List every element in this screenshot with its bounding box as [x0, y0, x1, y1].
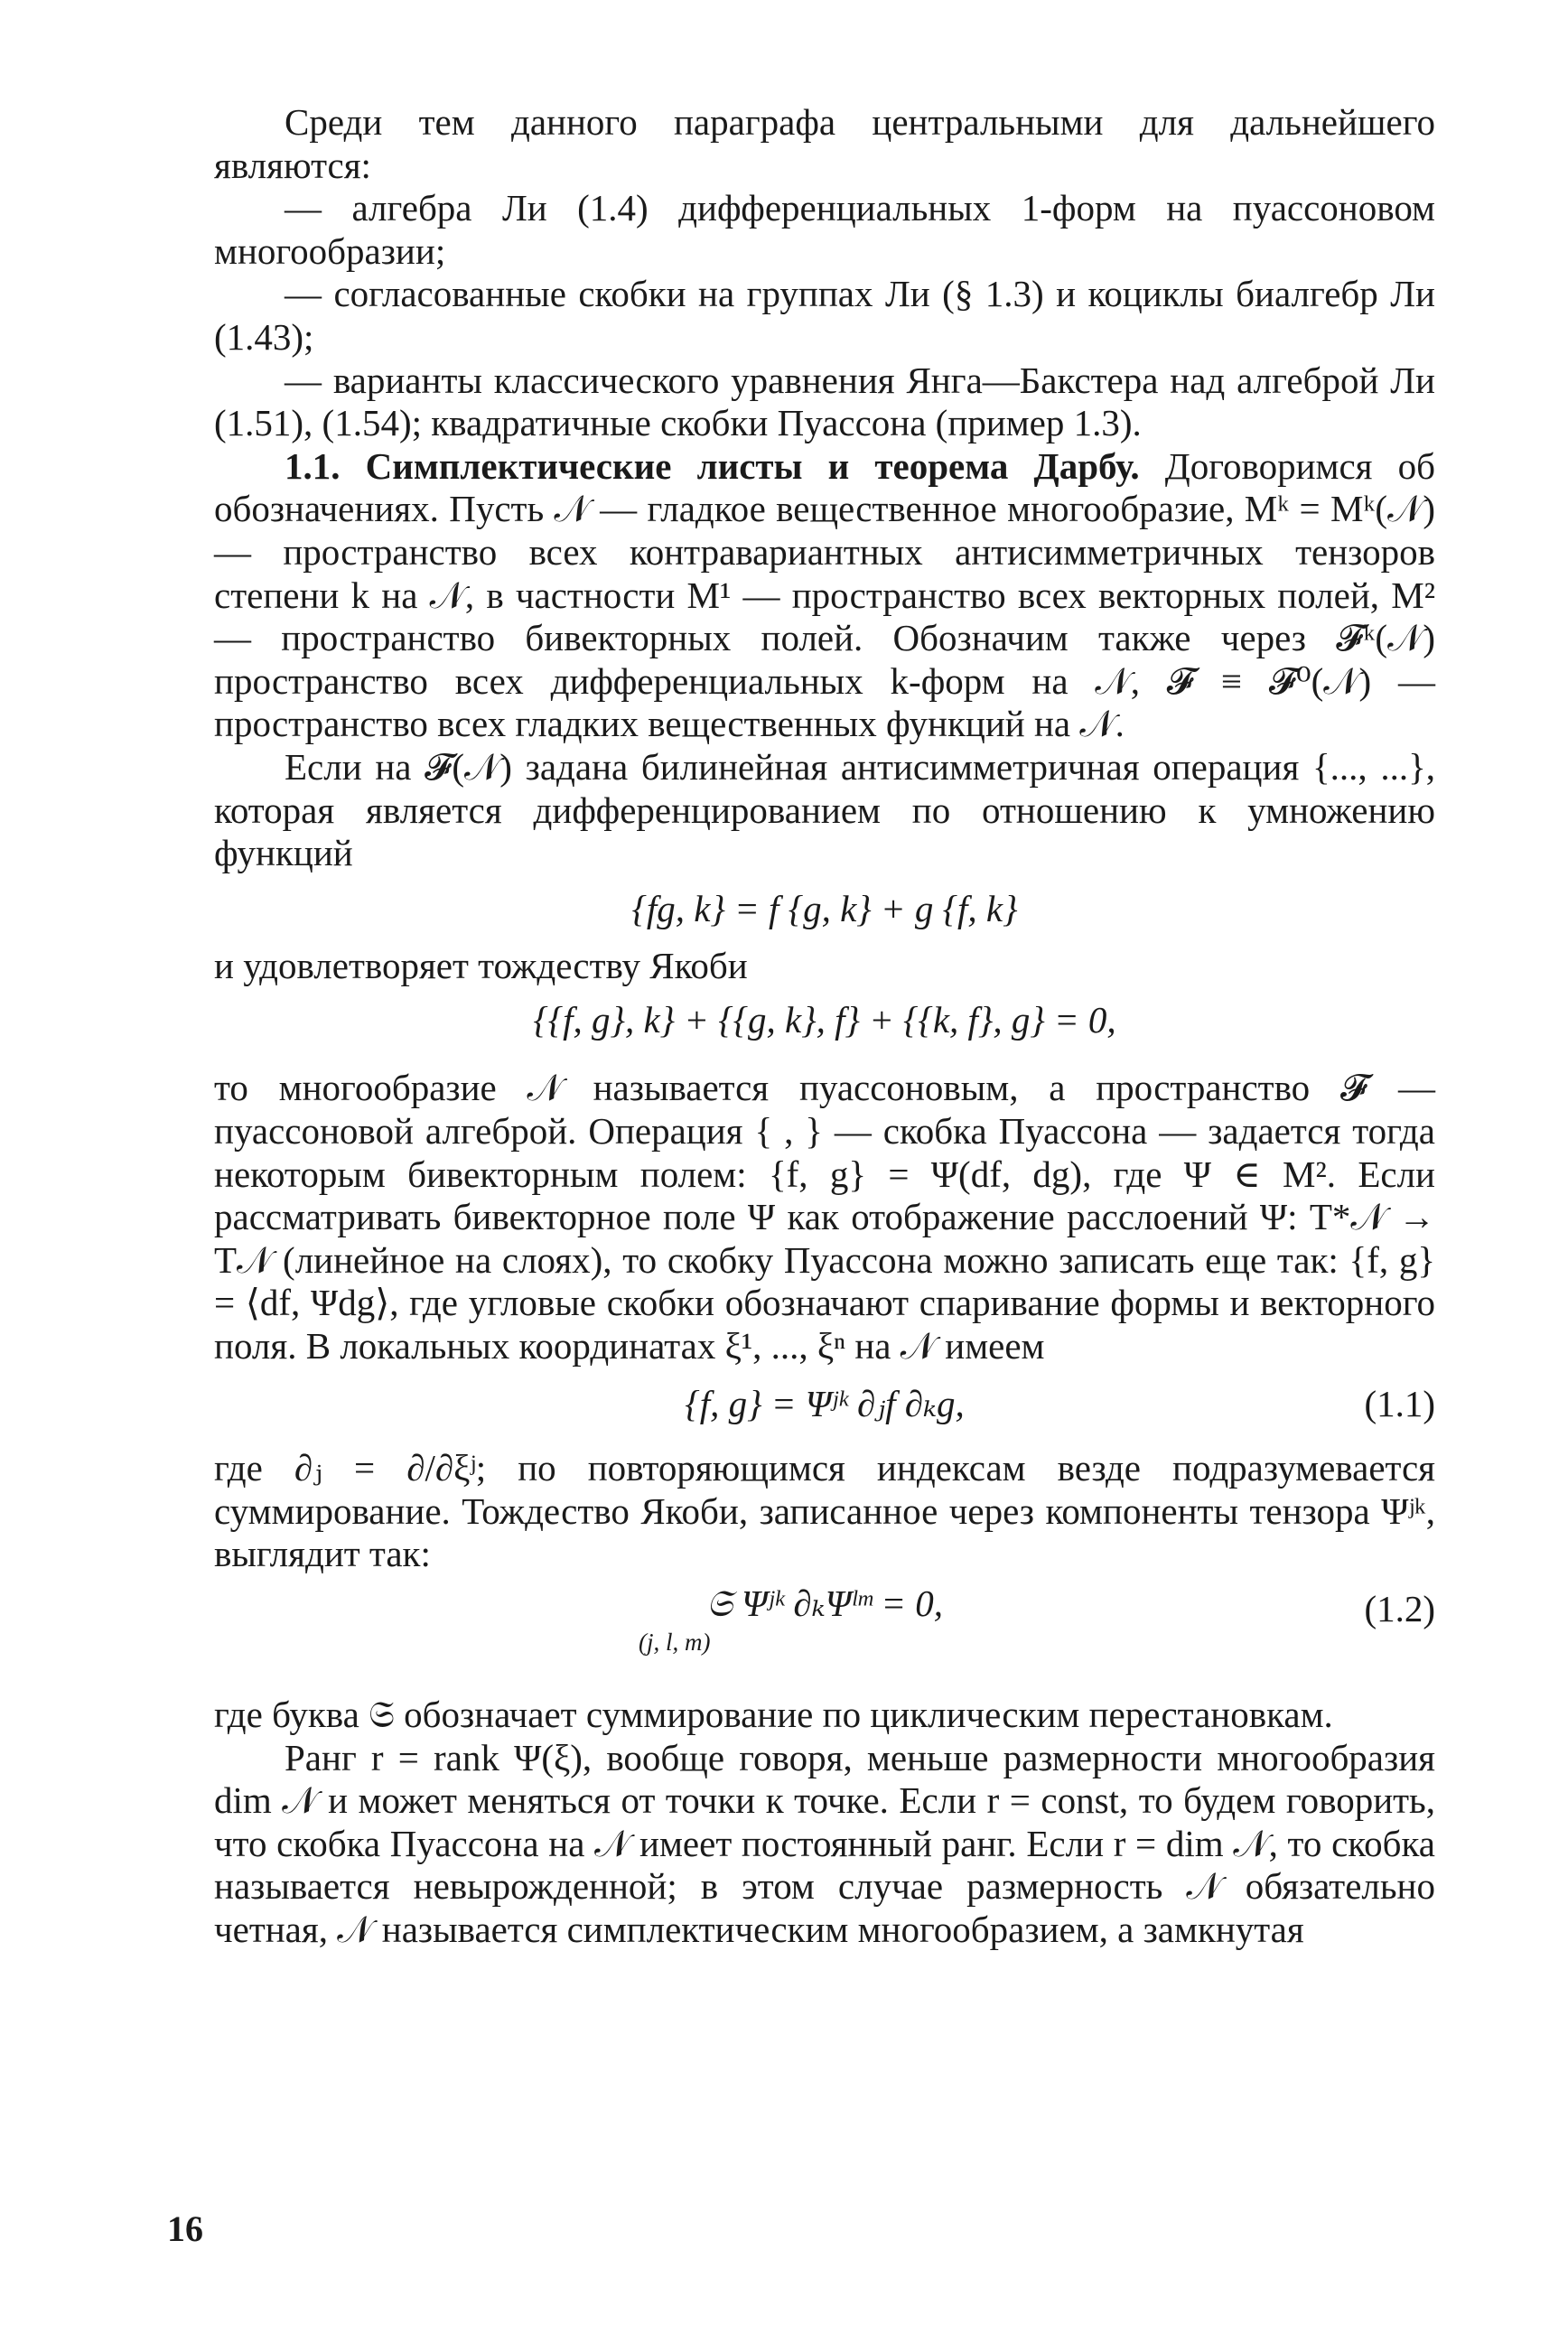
formula-jacobi: {{f, g}, k} + {{g, k}, f} + {{k, f}, g} = 0, — [533, 998, 1116, 1041]
equation-number-1-2: (1.2) — [1364, 1588, 1435, 1629]
formula-leibniz: {fg, k} = f {g, k} + g {f, k} — [631, 887, 1018, 929]
paragraph-list-item-2: — согласованные скобки на группах Ли (§ 1.3) и коциклы биалгебр Ли (1.43); — [214, 273, 1435, 358]
formula-1-1-body: {f, g} = Ψʲᵏ ∂ⱼf ∂ₖg, — [685, 1382, 965, 1424]
paragraph-section-start — [214, 445, 1435, 746]
section-text: Договоримся об обозначениях. Пусть 𝒩 — гладкое вещественное многообразие, Mᵏ = Mᵏ(𝒩) — пространство всех контравариантных антисимметричных тензоров степени k на 𝒩, в частности M¹ — пространство всех векторных полей, M² — пространство бивекторных полей. Обозначим также через 𝓕ᵏ(𝒩) пространство всех дифференциальных k-форм на 𝒩, 𝓕 ≡ 𝓕⁰(𝒩) — пространство всех гладких вещественных функций на 𝒩. — [214, 444, 1435, 745]
page-body — [214, 101, 1435, 1952]
paragraph-poisson: то многообразие 𝒩 называется пуассоновым, а пространство 𝓕 — пуассоновой алгеброй. Операция { , } — скобка Пуассона — задается тогда некоторым бивекторным полем: {f, g} = Ψ(df, dg), где Ψ ∈ M². Если рассматривать бивекторное поле Ψ как отображение расслоений Ψ: T*𝒩 → T𝒩 (линейное на слоях), то скобку Пуассона можно записать еще так: {f, g} = ⟨df, Ψdg⟩, где угловые скобки обозначают спаривание формы и векторного поля. В локальных координатах ξ¹, ..., ξⁿ на 𝒩 имеем — [214, 1067, 1435, 1368]
paragraph-intro: Среди тем данного параграфа центральными для дальнейшего являются: — [214, 101, 1435, 186]
section-heading: 1.1. Симплектические листы и теорема Дарбу. — [285, 444, 1140, 487]
paragraph-list-item-3: — варианты классического уравнения Янга—Бакстера над алгеброй Ли (1.51), (1.54); квадратичные скобки Пуассона (пример 1.3). — [214, 359, 1435, 444]
formula-1-2 — [214, 1576, 1435, 1676]
paragraph-list-item-1: — алгебра Ли (1.4) дифференциальных 1-форм на пуассоновом многообразии; — [214, 187, 1435, 272]
paragraph-coords: где ∂ⱼ = ∂/∂ξʲ; по повторяющимся индексам везде подразумевается суммирование. Тождество Якоби, записанное через компоненты тензора Ψʲᵏ, выглядит так: — [214, 1447, 1435, 1575]
equation-number-1-1: (1.1) — [1364, 1382, 1435, 1424]
formula-1-1 — [214, 1383, 1435, 1426]
paragraph-bilinear: Если на 𝓕(𝒩) задана билинейная антисимметричная операция {..., ...}, которая является дифференцированием по отношению к умножению функций — [214, 745, 1435, 874]
page-number: 16 — [167, 2208, 203, 2249]
formula-1-2-body: 𝔖 Ψʲᵏ ∂ₖΨˡᵐ = 0, — [705, 1582, 944, 1624]
formula-1-2-subscript: (j, l, m) — [639, 1629, 711, 1656]
paragraph-jacobi: и удовлетворяет тождеству Якоби — [214, 945, 748, 987]
paragraph-rank: Ранг r = rank Ψ(ξ), вообще говоря, меньше размерности многообразия dim 𝒩 и может меняться от точки к точке. Если r = const, то будем говорить, что скобка Пуассона на 𝒩 имеет постоянный ранг. Если r = dim 𝒩, то скобка называется невырожденной; в этом случае размерность 𝒩 обязательно четная, 𝒩 называется симплектическим многообразием, а замкнутая — [214, 1736, 1435, 1950]
paragraph-cyclic: где буква 𝔖 обозначает суммирование по циклическим перестановкам. — [214, 1694, 1333, 1735]
